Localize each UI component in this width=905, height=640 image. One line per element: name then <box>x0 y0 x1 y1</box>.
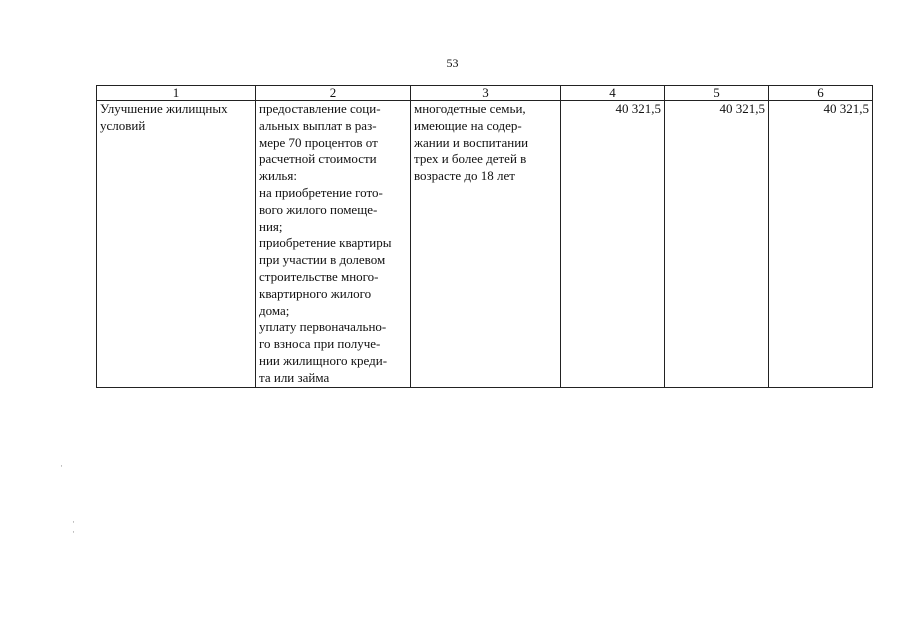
cell-measure-name <box>97 101 256 388</box>
page-number: 53 <box>446 56 459 70</box>
column-header-4: 4 <box>561 86 665 101</box>
column-header-6: 6 <box>769 86 873 101</box>
measure-name-text: Улучшение жилищных условий <box>100 101 228 133</box>
cell-value-5: 40 321,5 <box>665 101 769 388</box>
column-header-3: 3 <box>411 86 561 101</box>
cell-recipients <box>411 101 561 388</box>
cell-measure-description <box>256 101 411 388</box>
cell-value-6: 40 321,5 <box>769 101 873 388</box>
column-header-2: 2 <box>256 86 411 101</box>
measure-description-text: предоставление соци- альных выплат в раз- мере 70 процентов от расчетной стоимости жилья: на приобретение гото- вого жилого помеще- ния; приобретение квартиры при участии в долевом строительстве много- квартирного жилого дома; уплату первоначально- го взноса при получе- нии жилищного креди- та или займа <box>259 101 392 385</box>
scan-artifact-mark: · <box>72 527 75 537</box>
column-header-1: 1 <box>97 86 256 101</box>
cell-value-4: 40 321,5 <box>561 101 665 388</box>
scan-artifact-mark: · <box>72 517 75 527</box>
recipients-text: многодетные семьи, имеющие на содер- жании и воспитании трех и более детей в возрасте до 18 лет <box>414 101 529 184</box>
data-table <box>96 85 873 388</box>
table-header-row <box>97 86 873 101</box>
column-header-5: 5 <box>665 86 769 101</box>
table-row <box>97 101 873 388</box>
scan-artifact-mark: · <box>60 461 63 471</box>
